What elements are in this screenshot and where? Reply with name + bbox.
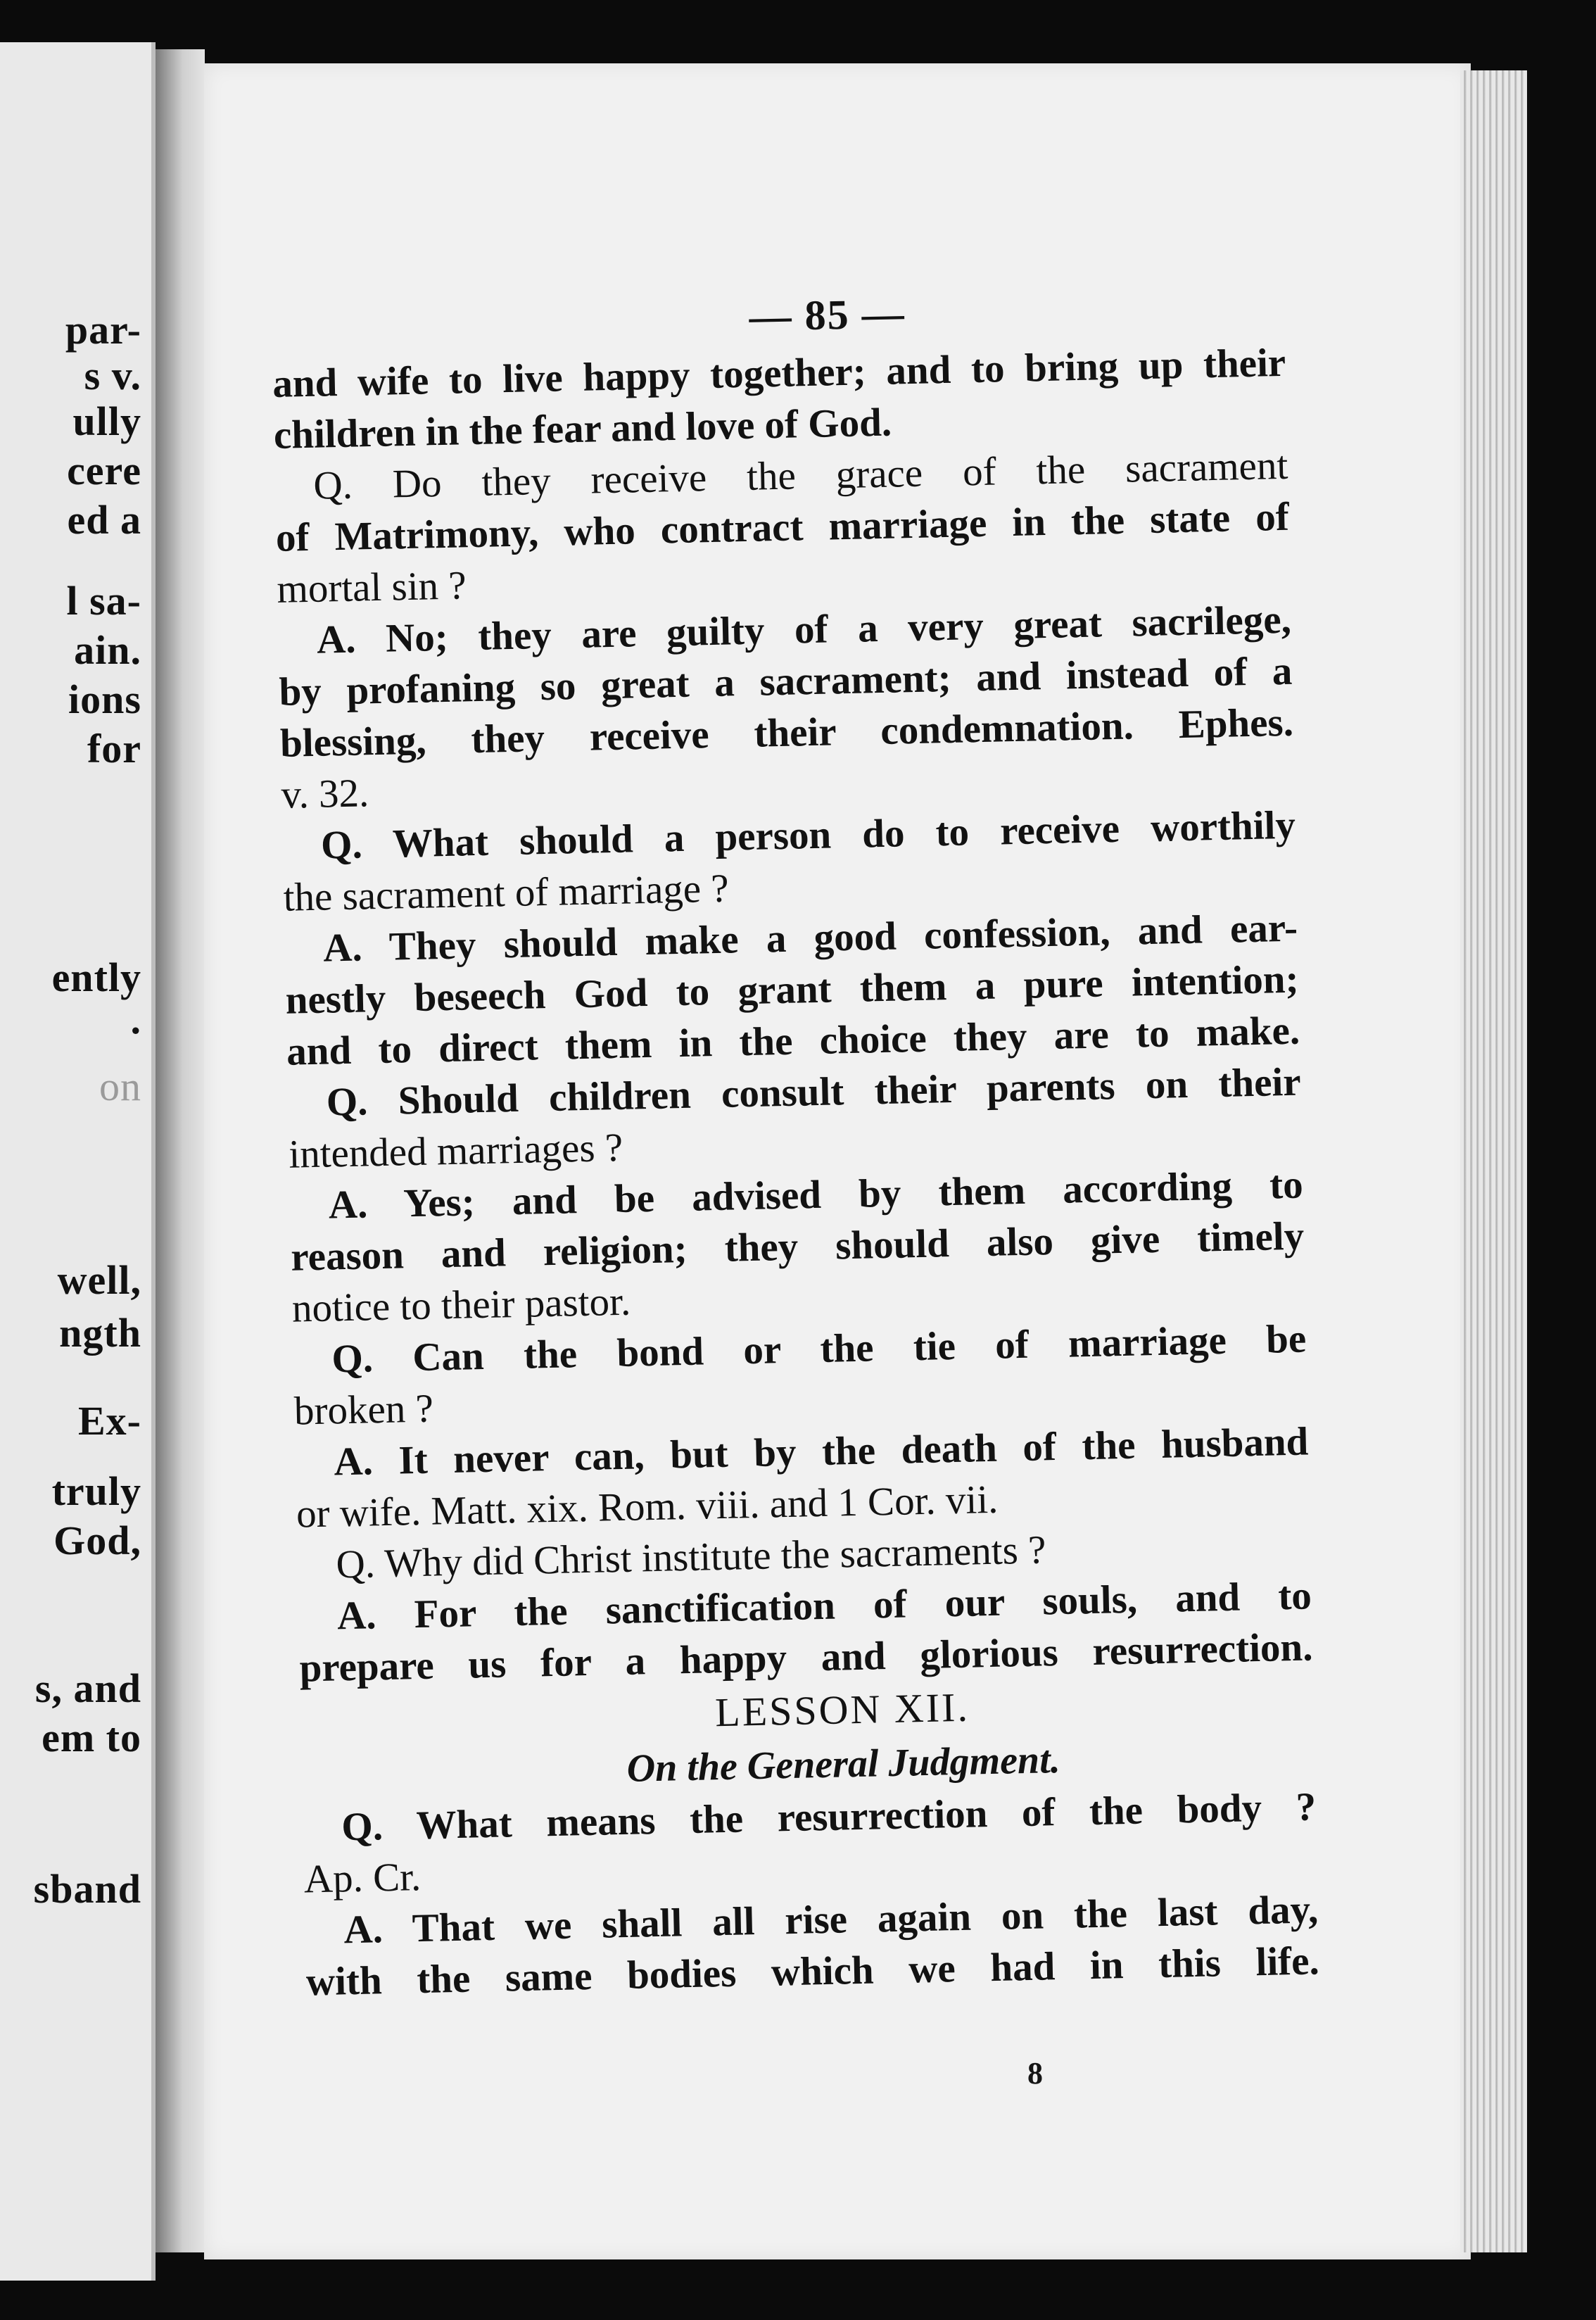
left-page-fragment: cere [67,448,141,493]
previous-page-edge [0,42,156,2281]
left-page-fragment: . [130,997,141,1042]
text-line: with the same bodies which we had in this life. [305,1938,1320,2005]
left-page-fragment: ed a [67,497,141,543]
left-page-fragment: God, [53,1518,141,1563]
text-line: A. No; they are guilty of a very great sacrilege, [316,597,1292,662]
lesson-title: LESSON XII. [714,1684,970,1736]
text-line: nestly beseech God to grant them a pure intention; [285,957,1300,1023]
catechism-lines-lesson-xi [272,337,1313,1694]
text-line: A. For the sanctification of our souls, and to [336,1573,1312,1639]
text-line: A. It never can, but by the death of the husband [333,1419,1309,1484]
left-page-fragment: sband [33,1866,141,1912]
left-page-fragment: s v. [84,353,141,398]
left-page-fragment: par- [65,307,141,353]
page-text [271,282,1319,2008]
text-line: of Matrimony, who contract marriage in the state of [275,494,1290,560]
book-gutter [156,49,205,2252]
text-line: children in the fear and love of God. [273,400,892,458]
text-line: Q. What means the resurrection of the body ? [341,1784,1317,1850]
text-line: Q. What should a person do to receive worthily [320,802,1296,868]
left-page-fragment: l sa- [66,578,141,624]
left-page-fragment: Ex- [78,1398,141,1444]
left-page-fragment: truly [51,1468,141,1514]
text-line: Q. Can the bond or the tie of marriage be [331,1316,1307,1382]
text-line: or wife. Matt. xix. Rom. viii. and 1 Cor. vii. [296,1477,999,1537]
text-line: Q. Do they receive the grace of the sacrament [312,443,1288,508]
text-line: Q. Why did Christ institute the sacraments ? [335,1527,1046,1587]
left-page-fragment: on [99,1064,141,1109]
text-line: Q. Should children consult their parents on their [326,1059,1302,1125]
text-line: notice to their pastor. [291,1279,631,1331]
lesson-subtitle: On the General Judgment. [626,1737,1061,1791]
left-page-fragment: em to [42,1715,141,1760]
text-line: A. That we shall all rise again on the last day, [343,1887,1319,1953]
text-line: intended marriages ? [288,1125,623,1177]
catechism-lines-lesson-xii [303,1781,1320,2007]
left-page-fragment: ngth [59,1310,141,1356]
text-line: and to direct them in the choice they are to make. [286,1008,1300,1074]
page-number: — 85 — [748,290,906,340]
left-page-fragment: ions [68,676,141,722]
text-line: reason and religion; they should also give timely [290,1213,1305,1280]
text-line: the sacrament of marriage ? [283,866,730,920]
signature-mark: 8 [1027,2056,1043,2091]
text-line: blessing, they receive their condemnation. Ephes. [279,700,1294,766]
text-line: prepare us for a happy and glorious resurrection. [298,1625,1313,1691]
left-page-fragment: for [87,726,141,771]
left-page-fragment: well, [57,1257,141,1303]
text-line: A. They should make a good confession, and ear- [322,905,1298,971]
left-page-fragment: ain. [74,627,141,673]
text-line: broken ? [293,1386,434,1434]
text-line: Ap. Cr. [303,1855,422,1902]
text-line: mortal sin ? [276,563,467,612]
left-page-fragment: ently [51,954,141,1000]
left-page-fragment: s, and [34,1665,141,1711]
text-line: and wife to live happy together; and to bring up their [272,340,1286,406]
text-line: A. Yes; and be advised by them according to [328,1162,1304,1228]
text-line: v. 32. [280,771,369,817]
page-edges [1460,70,1527,2252]
text-line: by profaning so great a sacrament; and instead of a [278,648,1293,714]
left-page-fragment: ully [72,398,141,444]
